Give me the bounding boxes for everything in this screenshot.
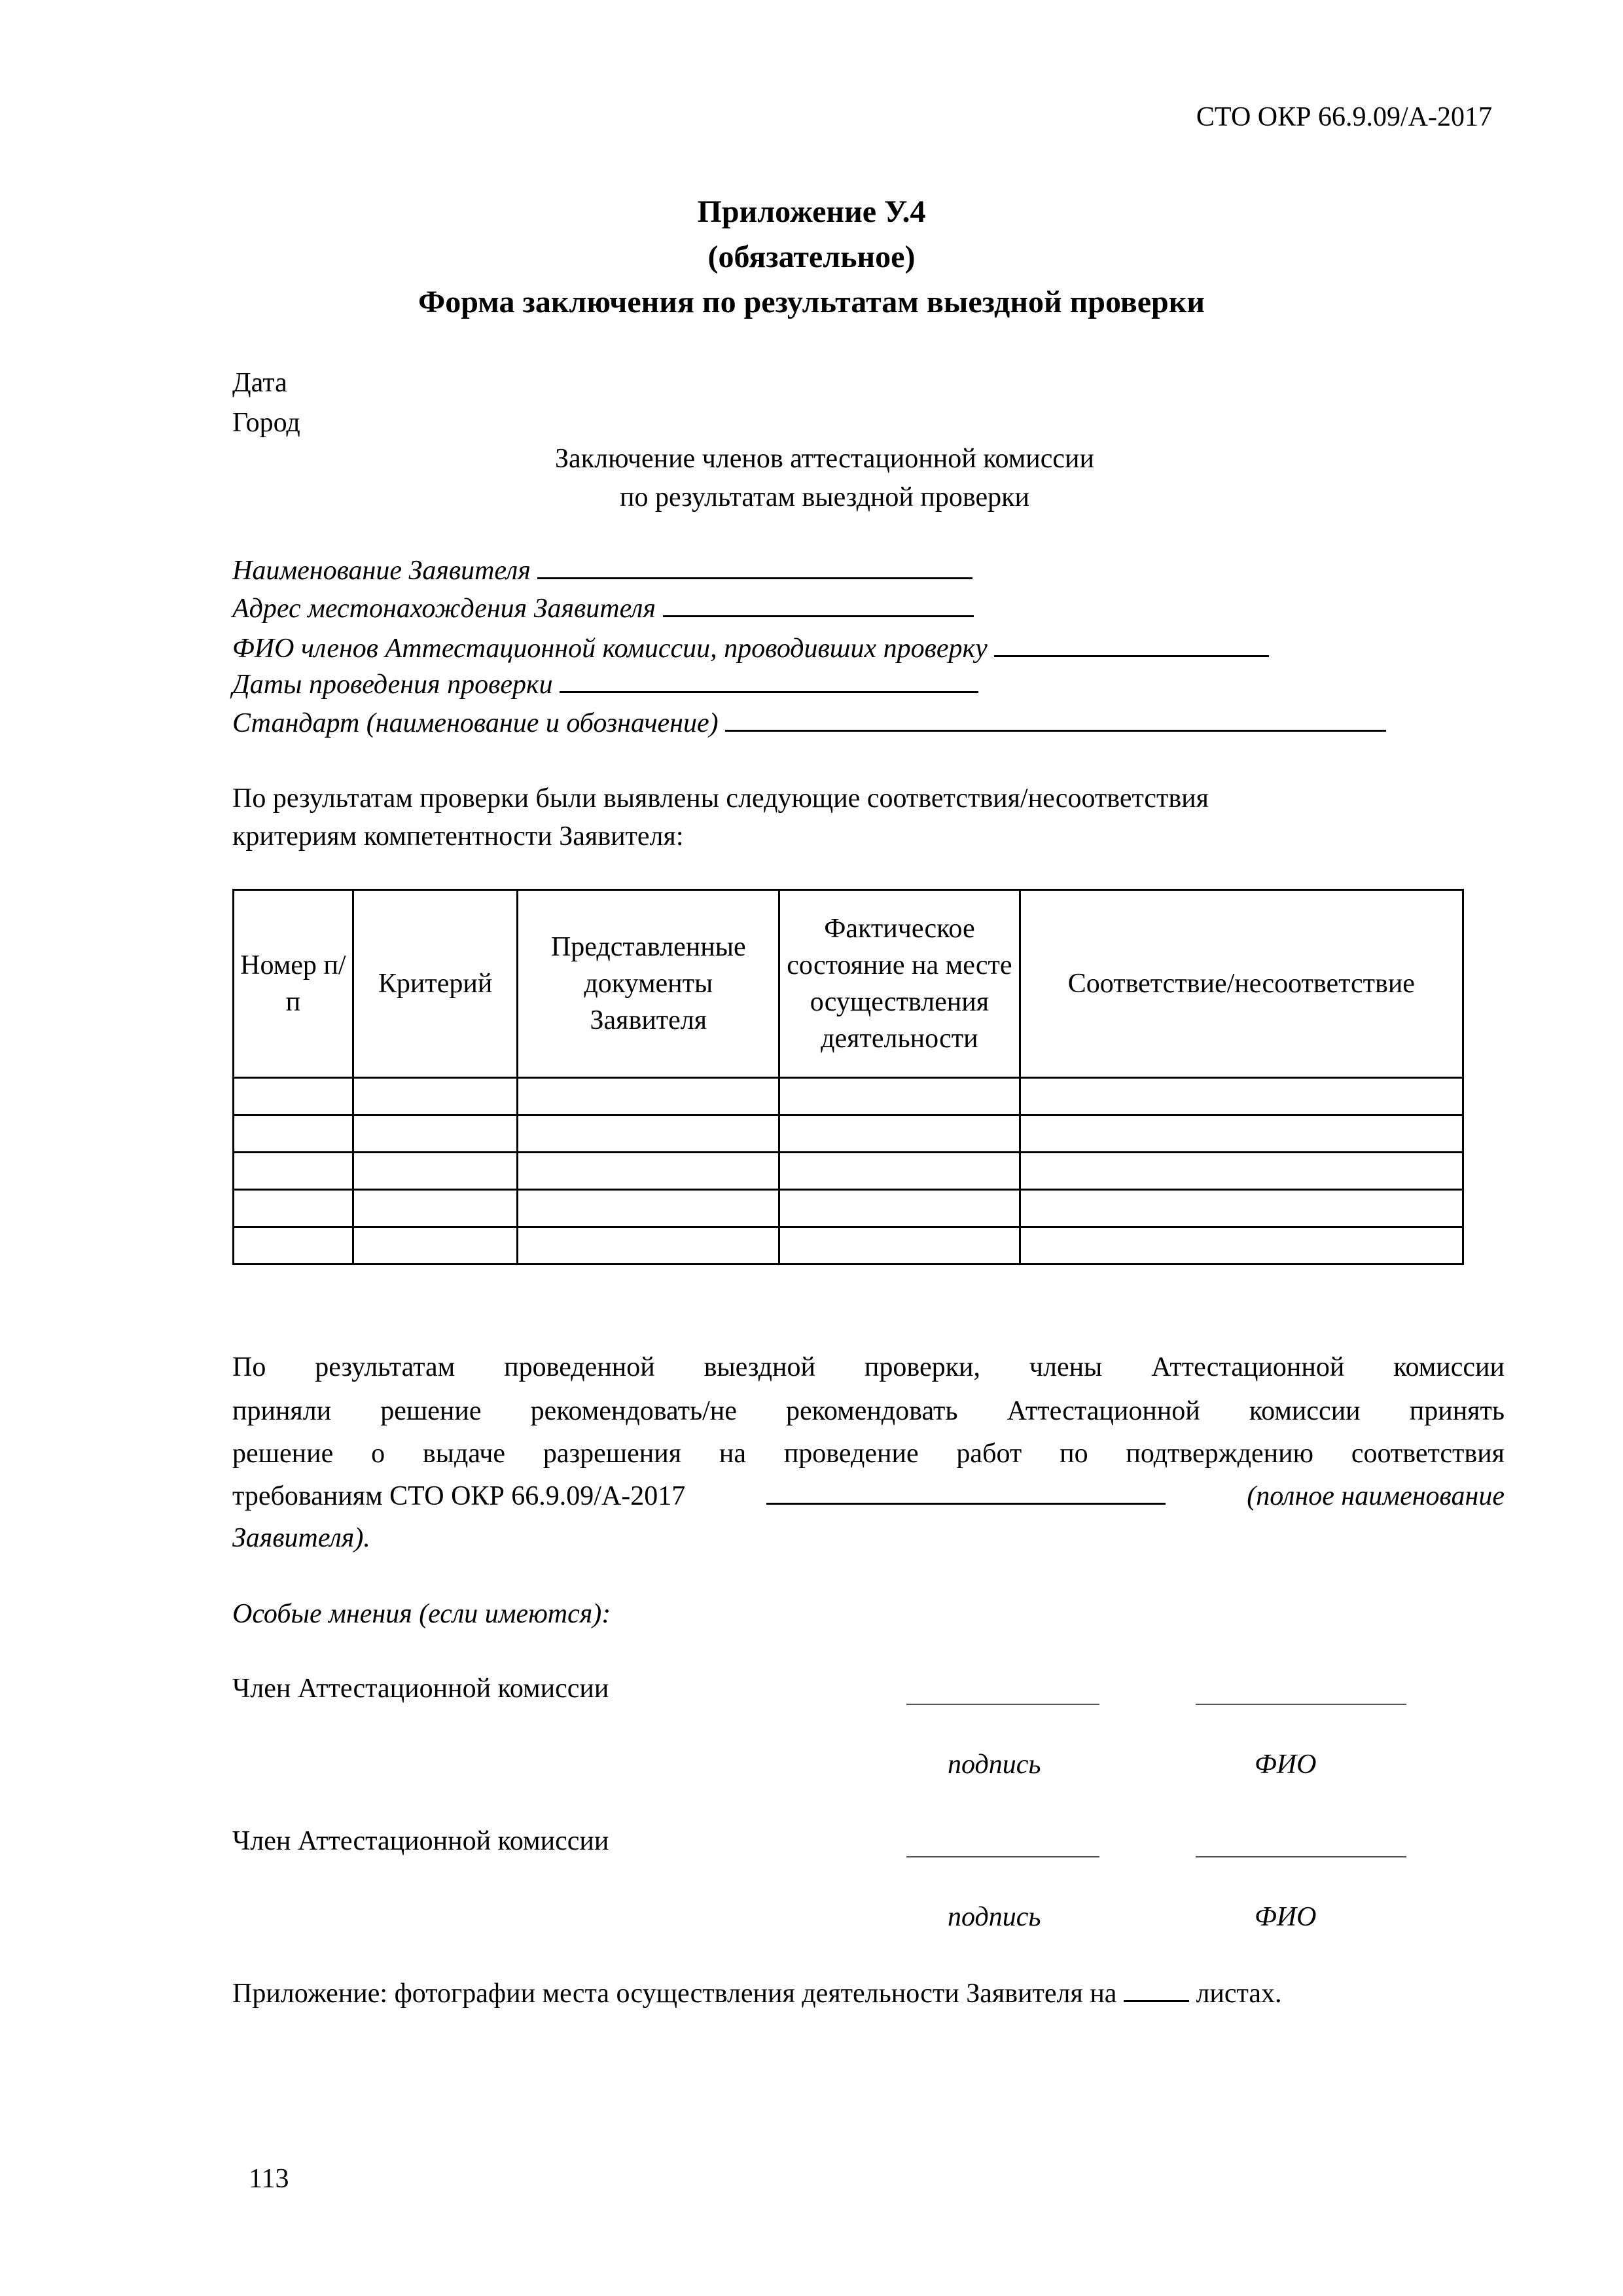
blank-line[interactable] (560, 668, 978, 693)
form-title: Форма заключения по результатам выездной проверки (418, 285, 1205, 319)
signature-role-2: Член Аттестационной комиссии (232, 1826, 609, 1856)
subtitle-line-2: по результатам выездной проверки (620, 482, 1029, 512)
conclusion-line-2: приняли решение рекомендовать/не рекомендовать Аттестационной комиссии принять (232, 1396, 1505, 1426)
conclusion-line-4 (232, 1479, 1505, 1513)
date-label: Дата (232, 368, 287, 398)
table-cell[interactable] (353, 1190, 518, 1227)
intro-line-2: критериям компетентности Заявителя: (232, 821, 684, 852)
table-cell[interactable] (353, 1227, 518, 1265)
table-cell[interactable] (234, 1190, 353, 1227)
page-number: 113 (249, 2164, 289, 2194)
table-cell[interactable] (779, 1115, 1020, 1153)
signature-caption-2: подпись (948, 1902, 1041, 1932)
name-line-2[interactable] (1196, 1856, 1406, 1857)
field-commission-members[interactable] (232, 632, 1269, 665)
table-cell[interactable] (234, 1078, 353, 1115)
field-applicant-address[interactable] (232, 592, 974, 625)
attachment-line (232, 1977, 1282, 2010)
table-cell[interactable] (779, 1078, 1020, 1115)
table-row (234, 1227, 1463, 1265)
blank-line[interactable] (994, 632, 1269, 657)
conclusion-line-3: решение о выдаче разрешения на проведение работ по подтверждению соответствия (232, 1439, 1505, 1469)
conclusion-note: (полное наименование (1247, 1481, 1505, 1511)
table-row (234, 1190, 1463, 1227)
table-cell[interactable] (234, 1153, 353, 1190)
subtitle-line-1: Заключение членов аттестационной комиссии (555, 444, 1094, 474)
field-inspection-dates[interactable] (232, 668, 978, 701)
column-header-criterion: Критерий (353, 890, 518, 1078)
column-header-compliance: Соответствие/несоответствие (1020, 890, 1463, 1078)
table-row (234, 1115, 1463, 1153)
field-label: Наименование Заявителя (232, 556, 531, 586)
table-cell[interactable] (353, 1115, 518, 1153)
table-cell[interactable] (1020, 1227, 1463, 1265)
signature-role-1: Член Аттестационной комиссии (232, 1674, 609, 1704)
table-header-row (234, 890, 1463, 1078)
conclusion-line-1: По результатам проведенной выездной проверки, члены Аттестационной комиссии (232, 1352, 1505, 1382)
table-cell[interactable] (518, 1115, 779, 1153)
table-cell[interactable] (1020, 1115, 1463, 1153)
table-cell[interactable] (353, 1078, 518, 1115)
conclusion-line-5: Заявителя). (232, 1523, 370, 1553)
conclusion-requirement-text: требованиям СТО ОКР 66.9.09/А-2017 (232, 1481, 686, 1511)
table-cell[interactable] (518, 1153, 779, 1190)
blank-line[interactable] (663, 592, 974, 617)
appendix-status: (обязательное) (707, 240, 916, 274)
field-applicant-name[interactable] (232, 554, 972, 587)
column-header-actual-state: Фактическое состояние на месте осуществления деятельности (779, 890, 1020, 1078)
table-cell[interactable] (518, 1078, 779, 1115)
city-label: Город (232, 408, 300, 438)
field-label: Даты проведения проверки (232, 670, 553, 700)
table-row (234, 1078, 1463, 1115)
attachment-text: Приложение: фотографии места осуществления деятельности Заявителя на (232, 1979, 1117, 2009)
table-row (234, 1153, 1463, 1190)
field-standard[interactable] (232, 706, 1386, 740)
applicant-full-name-blank[interactable] (766, 1479, 1166, 1505)
column-header-documents: Представленные документы Заявителя (518, 890, 779, 1078)
appendix-title: Приложение У.4 (697, 194, 926, 229)
field-label: Стандарт (наименование и обозначение) (232, 708, 719, 738)
name-caption-2: ФИО (1255, 1902, 1317, 1932)
table-cell[interactable] (779, 1227, 1020, 1265)
table-cell[interactable] (518, 1190, 779, 1227)
blank-line[interactable] (537, 554, 972, 579)
findings-table (232, 889, 1464, 1265)
column-header-number: Номер п/п (234, 890, 353, 1078)
table-cell[interactable] (779, 1190, 1020, 1227)
table-cell[interactable] (353, 1153, 518, 1190)
name-caption-1: ФИО (1255, 1749, 1317, 1780)
signature-line-1[interactable] (906, 1704, 1099, 1705)
special-opinions-label: Особые мнения (если имеются): (232, 1599, 611, 1629)
table-cell[interactable] (779, 1153, 1020, 1190)
field-label: ФИО членов Аттестационной комиссии, проводивших проверку (232, 634, 988, 664)
signature-caption-1: подпись (948, 1749, 1041, 1780)
attachment-suffix: листах. (1196, 1979, 1282, 2009)
table-cell[interactable] (234, 1115, 353, 1153)
sheet-count-blank[interactable] (1124, 1977, 1189, 2002)
table-cell[interactable] (1020, 1190, 1463, 1227)
table-cell[interactable] (234, 1227, 353, 1265)
name-line-1[interactable] (1196, 1704, 1406, 1705)
blank-line[interactable] (725, 706, 1386, 732)
table-cell[interactable] (1020, 1078, 1463, 1115)
table-cell[interactable] (1020, 1153, 1463, 1190)
document-code: СТО ОКР 66.9.09/А-2017 (1196, 102, 1492, 132)
intro-line-1: По результатам проверки были выявлены следующие соответствия/несоответствия (232, 783, 1209, 814)
field-label: Адрес местонахождения Заявителя (232, 594, 656, 624)
table-cell[interactable] (518, 1227, 779, 1265)
signature-line-2[interactable] (906, 1856, 1099, 1857)
